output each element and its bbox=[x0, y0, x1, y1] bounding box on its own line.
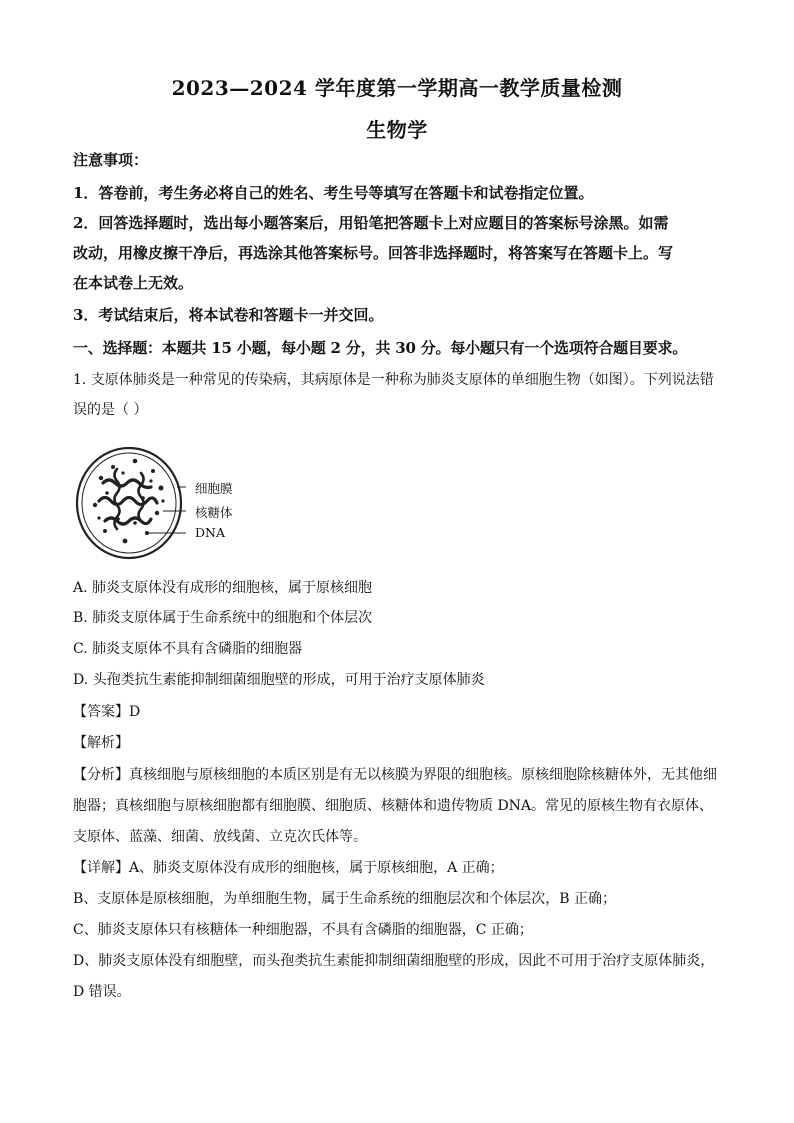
option-d: D. 头孢类抗生素能抑制细菌细胞壁的形成，可用于治疗支原体肺炎 bbox=[73, 672, 485, 688]
label-dna: DNA bbox=[195, 525, 225, 540]
exam-title: 2023—2024 学年度第一学期高一教学质量检测 bbox=[171, 76, 623, 100]
fenxi-line-3: 支原体、蓝藻、细菌、放线菌、立克次氏体等。 bbox=[73, 829, 367, 845]
fenxi-line-1 bbox=[73, 765, 723, 785]
fenxi-line-2: 胞器；真核细胞与原核细胞都有细胞膜、细胞质、核糖体和遗传物质 DNA。常见的原核生物有衣原体、 bbox=[73, 798, 714, 814]
question-stem-cont: 误的是（ ） bbox=[73, 402, 148, 418]
mycoplasma-figure bbox=[73, 443, 273, 561]
answer-value: D bbox=[129, 704, 141, 720]
notice-item-3: 3．考试结束后，将本试卷和答题卡一并交回。 bbox=[73, 306, 384, 324]
xiangjie-line-4: D、肺炎支原体没有细胞壁，而头孢类抗生素能抑制细菌细胞壁的形成，因此不可用于治疗支原体肺炎， bbox=[73, 953, 715, 969]
xiangjie-line-2: B、支原体是原核细胞，为单细胞生物，属于生命系统的细胞层次和个体层次，B 正确； bbox=[73, 891, 617, 907]
mycoplasma-cell-illustration bbox=[73, 443, 273, 561]
notice-item-1: 1．答卷前，考生务必将自己的姓名、考生号等填写在答题卡和试卷指定位置。 bbox=[73, 184, 594, 202]
xiangjie-tag: 【详解】 bbox=[73, 860, 129, 876]
label-ribosome: 核糖体 bbox=[195, 505, 233, 520]
xiangjie-line-5: D 错误。 bbox=[73, 984, 131, 1000]
notice-item-2-end: 在本试卷上无效。 bbox=[73, 274, 194, 292]
xiangjie-text-1: A、肺炎支原体没有成形的细胞核，属于原核细胞，A 正确； bbox=[129, 860, 504, 876]
answer-line bbox=[73, 702, 723, 722]
fenxi-text-1: 真核细胞与原核细胞的本质区别是有无以核膜为界限的细胞核。原核细胞除核糖体外，无其他细 bbox=[129, 767, 717, 783]
xiangjie-line-3: C、肺炎支原体只有核糖体一种细胞器，不具有含磷脂的细胞器，C 正确； bbox=[73, 922, 533, 938]
option-a: A. 肺炎支原体没有成形的细胞核，属于原核细胞 bbox=[73, 580, 373, 596]
label-cell-membrane: 细胞膜 bbox=[195, 481, 233, 496]
answer-tag: 【答案】 bbox=[73, 704, 129, 720]
option-b: B. 肺炎支原体属于生命系统中的细胞和个体层次 bbox=[73, 610, 373, 626]
subject-title: 生物学 bbox=[366, 118, 428, 142]
option-c: C. 肺炎支原体不具有含磷脂的细胞器 bbox=[73, 641, 303, 657]
notice-heading: 注意事项： bbox=[73, 151, 149, 169]
xiangjie-line-1 bbox=[73, 858, 723, 878]
section-heading: 一、选择题：本题共 15 小题，每小题 2 分，共 30 分。每小题只有一个选项符合题目要求。 bbox=[73, 339, 688, 357]
notice-item-2-cont: 改动，用橡皮擦干净后，再选涂其他答案标号。回答非选择题时，将答案写在答题卡上。写 bbox=[73, 244, 674, 262]
notice-item-2: 2．回答选择题时，选出每小题答案后，用铅笔把答题卡上对应题目的答案标号涂黑。如需 bbox=[73, 214, 669, 232]
fenxi-tag: 【分析】 bbox=[73, 767, 129, 783]
analysis-tag: 【解析】 bbox=[73, 735, 129, 751]
question-stem: 1. 支原体肺炎是一种常见的传染病，其病原体是一种称为肺炎支原体的单细胞生物（如图）。下列说法错 bbox=[73, 372, 714, 388]
